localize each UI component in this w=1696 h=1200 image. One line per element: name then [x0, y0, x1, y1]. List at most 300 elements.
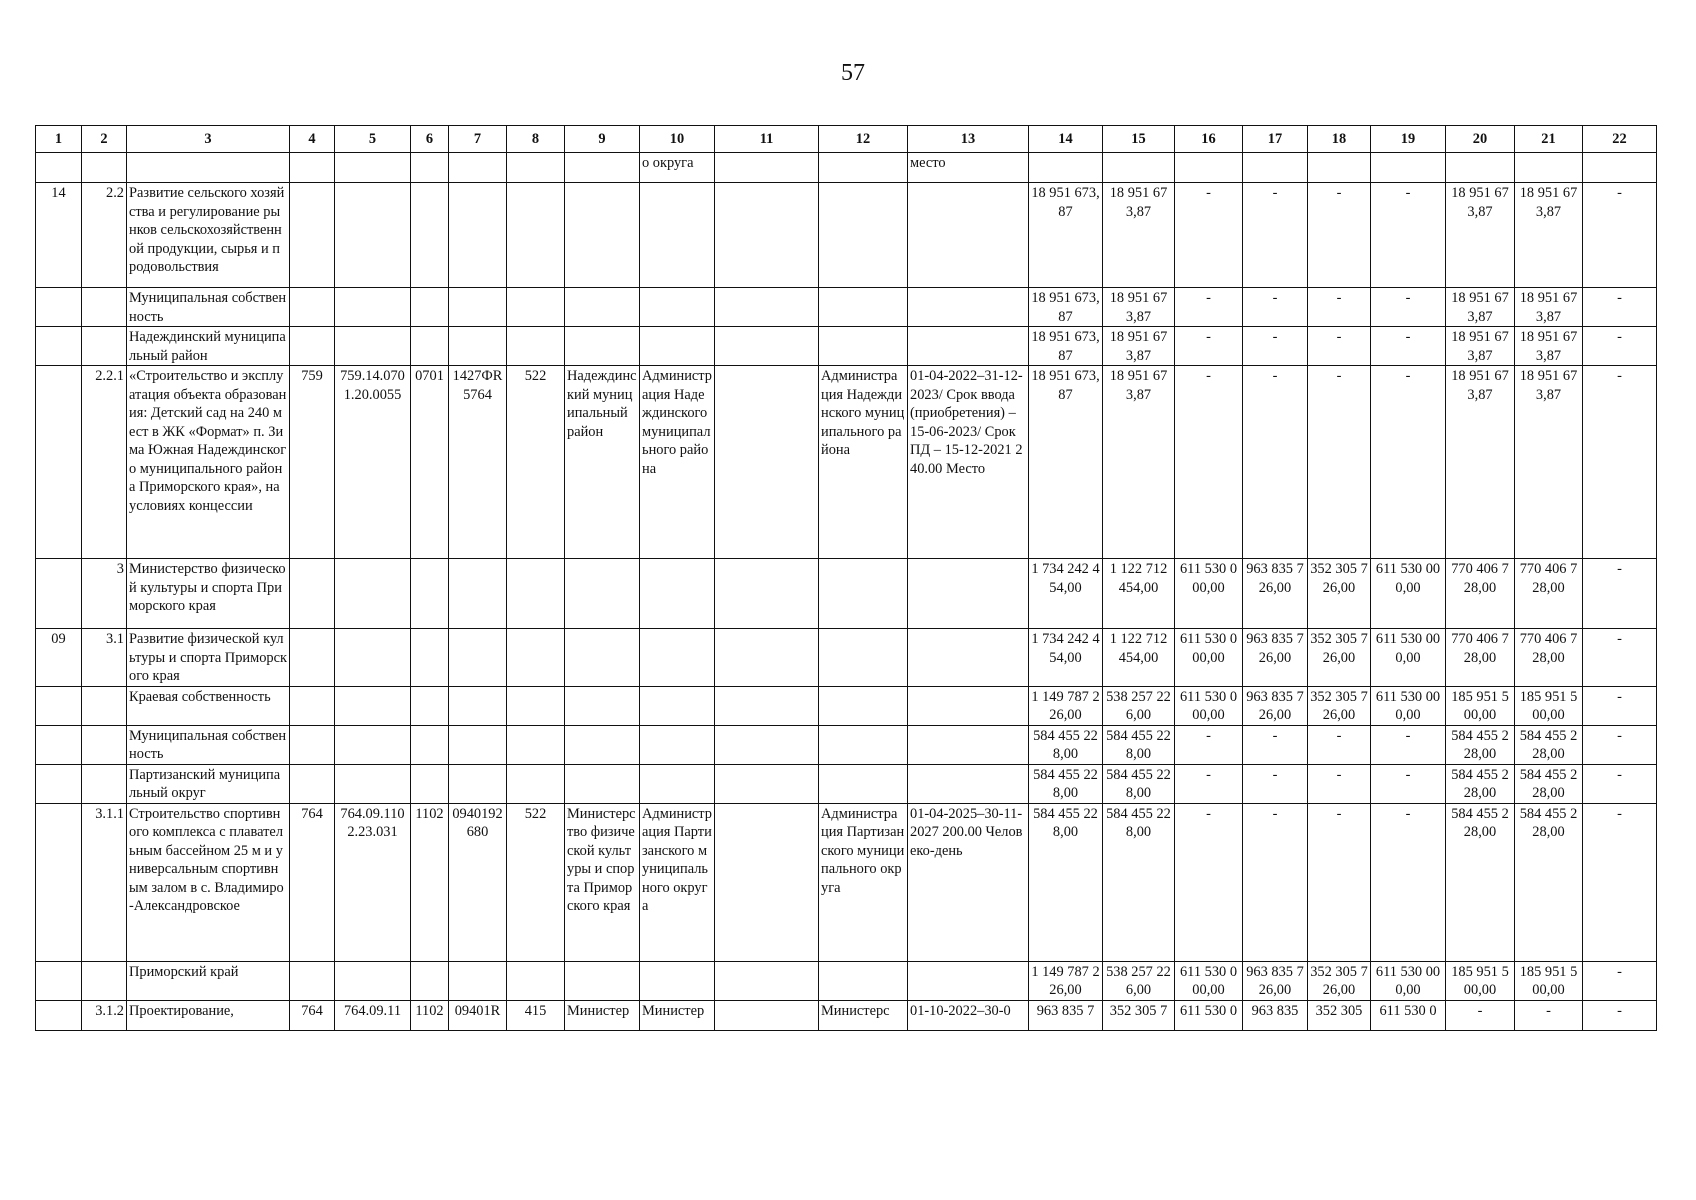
column-header-12: 12 [819, 126, 908, 153]
table-cell-col18: 352 305 726,00 [1308, 629, 1371, 687]
table-cell-col2: 3 [82, 559, 127, 629]
table-cell-col2: 2.2 [82, 183, 127, 288]
table-cell-col1 [36, 559, 82, 629]
column-header-5: 5 [335, 126, 411, 153]
table-cell-col16: - [1175, 327, 1243, 366]
table-cell-col12 [819, 327, 908, 366]
table-cell-col18: - [1308, 366, 1371, 559]
table-cell-col6 [411, 559, 449, 629]
table-cell-col22: - [1583, 366, 1657, 559]
table-cell-col5: 759.14.0701.20.0055 [335, 366, 411, 559]
table-cell-col16: 611 530 000,00 [1175, 559, 1243, 629]
table-cell-col20 [1446, 153, 1515, 183]
table-cell-col14: 584 455 228,00 [1029, 764, 1103, 803]
table-cell-col4: 764 [290, 1000, 335, 1030]
table-cell-col21: 770 406 728,00 [1515, 559, 1583, 629]
table-cell-col10 [640, 725, 715, 764]
column-header-16: 16 [1175, 126, 1243, 153]
table-cell-col1 [36, 288, 82, 327]
table-cell-col10: Администрация Надеждинского муниципального района [640, 366, 715, 559]
table-row [36, 961, 1657, 1000]
table-cell-col2: 3.1.1 [82, 803, 127, 961]
table-cell-col6: 1102 [411, 1000, 449, 1030]
table-cell-col9 [565, 183, 640, 288]
table-cell-col18: - [1308, 183, 1371, 288]
table-cell-col3: «Строительство и эксплуатация объекта образования: Детский сад на 240 мест в ЖК «Формат» п. Зима Южная Надеждинского муниципального района Приморского края», на условиях концессии [127, 366, 290, 559]
table-cell-col5 [335, 629, 411, 687]
table-cell-col10: Министер [640, 1000, 715, 1030]
table-cell-col1 [36, 764, 82, 803]
table-cell-col1 [36, 725, 82, 764]
table-cell-col18: - [1308, 327, 1371, 366]
table-cell-col5 [335, 686, 411, 725]
table-cell-col6 [411, 686, 449, 725]
table-cell-col20: 18 951 673,87 [1446, 183, 1515, 288]
table-cell-col20: 18 951 673,87 [1446, 327, 1515, 366]
table-cell-col17: - [1243, 183, 1308, 288]
table-cell-col5 [335, 764, 411, 803]
table-cell-col21: 185 951 500,00 [1515, 961, 1583, 1000]
table-cell-col9 [565, 629, 640, 687]
table-cell-col5 [335, 153, 411, 183]
table-cell-col19: - [1371, 725, 1446, 764]
table-cell-col5 [335, 725, 411, 764]
table-cell-col3: Партизанский муниципальный округ [127, 764, 290, 803]
table-cell-col9 [565, 764, 640, 803]
table-cell-col20: 770 406 728,00 [1446, 629, 1515, 687]
table-cell-col16: 611 530 0 [1175, 1000, 1243, 1030]
table-cell-col9 [565, 288, 640, 327]
table-cell-col21 [1515, 153, 1583, 183]
table-cell-col11 [715, 629, 819, 687]
table-cell-col16 [1175, 153, 1243, 183]
column-header-17: 17 [1243, 126, 1308, 153]
table-cell-col2 [82, 153, 127, 183]
table-cell-col13 [908, 629, 1029, 687]
table-cell-col3: Надеждинский муниципальный район [127, 327, 290, 366]
table-cell-col3: Муниципальная собственность [127, 288, 290, 327]
table-cell-col6 [411, 725, 449, 764]
table-cell-col15: 18 951 673,87 [1103, 327, 1175, 366]
table-cell-col13 [908, 686, 1029, 725]
table-cell-col1 [36, 366, 82, 559]
table-cell-col8 [507, 629, 565, 687]
table-cell-col18: 352 305 [1308, 1000, 1371, 1030]
table-cell-col6 [411, 629, 449, 687]
table-cell-col4 [290, 153, 335, 183]
column-header-2: 2 [82, 126, 127, 153]
table-cell-col22: - [1583, 725, 1657, 764]
table-cell-col15: 538 257 226,00 [1103, 961, 1175, 1000]
column-header-18: 18 [1308, 126, 1371, 153]
table-cell-col14: 963 835 7 [1029, 1000, 1103, 1030]
table-cell-col12 [819, 183, 908, 288]
column-header-22: 22 [1583, 126, 1657, 153]
table-cell-col18: 352 305 726,00 [1308, 961, 1371, 1000]
table-cell-col21: 584 455 228,00 [1515, 725, 1583, 764]
table-cell-col8 [507, 559, 565, 629]
table-cell-col7 [449, 725, 507, 764]
table-cell-col8 [507, 961, 565, 1000]
table-cell-col4 [290, 961, 335, 1000]
table-cell-col10 [640, 961, 715, 1000]
table-cell-col5 [335, 183, 411, 288]
table-cell-col13 [908, 725, 1029, 764]
table-cell-col20: 18 951 673,87 [1446, 288, 1515, 327]
table-cell-col10 [640, 327, 715, 366]
table-cell-col14: 18 951 673,87 [1029, 183, 1103, 288]
table-cell-col6: 0701 [411, 366, 449, 559]
table-cell-col22: - [1583, 803, 1657, 961]
table-cell-col3: Развитие сельского хозяйства и регулирование рынков сельскохозяйственной продукции, сырья и продовольствия [127, 183, 290, 288]
table-cell-col8: 522 [507, 366, 565, 559]
table-cell-col10 [640, 629, 715, 687]
table-cell-col6 [411, 153, 449, 183]
table-cell-col22: - [1583, 288, 1657, 327]
table-cell-col18: - [1308, 803, 1371, 961]
table-cell-col2 [82, 725, 127, 764]
table-cell-col2 [82, 288, 127, 327]
column-header-6: 6 [411, 126, 449, 153]
column-header-7: 7 [449, 126, 507, 153]
table-cell-col4 [290, 629, 335, 687]
column-header-3: 3 [127, 126, 290, 153]
table-cell-col7: 09401R [449, 1000, 507, 1030]
table-cell-col11 [715, 961, 819, 1000]
table-cell-col9 [565, 725, 640, 764]
table-cell-col4 [290, 327, 335, 366]
table-cell-col2: 3.1 [82, 629, 127, 687]
table-cell-col22 [1583, 153, 1657, 183]
table-cell-col22: - [1583, 961, 1657, 1000]
table-cell-col10 [640, 288, 715, 327]
table-cell-col11 [715, 183, 819, 288]
table-cell-col21: 18 951 673,87 [1515, 183, 1583, 288]
table-cell-col14: 1 149 787 226,00 [1029, 686, 1103, 725]
column-header-1: 1 [36, 126, 82, 153]
table-cell-col22: - [1583, 629, 1657, 687]
table-cell-col22: - [1583, 1000, 1657, 1030]
table-row [36, 366, 1657, 559]
column-header-9: 9 [565, 126, 640, 153]
table-cell-col7: 0940192680 [449, 803, 507, 961]
table-cell-col6 [411, 764, 449, 803]
table-row [36, 327, 1657, 366]
table-cell-col17: - [1243, 725, 1308, 764]
column-header-4: 4 [290, 126, 335, 153]
table-cell-col7 [449, 559, 507, 629]
table-cell-col3: Развитие физической культуры и спорта Приморского края [127, 629, 290, 687]
table-cell-col11 [715, 725, 819, 764]
table-cell-col9 [565, 559, 640, 629]
table-cell-col6: 1102 [411, 803, 449, 961]
table-cell-col4: 764 [290, 803, 335, 961]
table-cell-col16: - [1175, 366, 1243, 559]
table-cell-col13 [908, 559, 1029, 629]
table-cell-col5 [335, 559, 411, 629]
table-cell-col7 [449, 686, 507, 725]
table-cell-col17: - [1243, 803, 1308, 961]
table-cell-col11 [715, 366, 819, 559]
table-row [36, 764, 1657, 803]
table-cell-col12 [819, 153, 908, 183]
table-row [36, 288, 1657, 327]
page-number: 57 [841, 60, 865, 86]
table-cell-col17: 963 835 726,00 [1243, 686, 1308, 725]
table-cell-col8 [507, 183, 565, 288]
table-cell-col1: 09 [36, 629, 82, 687]
table-cell-col7 [449, 764, 507, 803]
table-cell-col15: 18 951 673,87 [1103, 366, 1175, 559]
table-cell-col9: Министерство физической культуры и спорта Приморского края [565, 803, 640, 961]
table-cell-col10: о округа [640, 153, 715, 183]
table-cell-col12 [819, 961, 908, 1000]
column-header-8: 8 [507, 126, 565, 153]
table-cell-col1 [36, 153, 82, 183]
table-row [36, 725, 1657, 764]
table-cell-col15 [1103, 153, 1175, 183]
table-cell-col14: 1 734 242 454,00 [1029, 629, 1103, 687]
table-cell-col13 [908, 327, 1029, 366]
table-row [36, 559, 1657, 629]
table-cell-col11 [715, 153, 819, 183]
table-cell-col20: 584 455 228,00 [1446, 725, 1515, 764]
table-cell-col2: 2.2.1 [82, 366, 127, 559]
table-cell-col14: 18 951 673,87 [1029, 366, 1103, 559]
table-cell-col19: 611 530 000,00 [1371, 686, 1446, 725]
table-cell-col11 [715, 686, 819, 725]
table-cell-col4 [290, 764, 335, 803]
table-cell-col8 [507, 764, 565, 803]
budget-table [35, 125, 1657, 1031]
table-cell-col19: - [1371, 366, 1446, 559]
table-cell-col12 [819, 629, 908, 687]
table-cell-col11 [715, 764, 819, 803]
table-cell-col3: Строительство спортивного комплекса с плавательным бассейном 25 м и универсальным спортивным залом в с. Владимиро-Александровское [127, 803, 290, 961]
table-cell-col15: 584 455 228,00 [1103, 764, 1175, 803]
table-cell-col5: 764.09.1102.23.031 [335, 803, 411, 961]
table-cell-col15: 18 951 673,87 [1103, 183, 1175, 288]
table-cell-col4 [290, 288, 335, 327]
table-cell-col10 [640, 559, 715, 629]
table-cell-col14: 18 951 673,87 [1029, 327, 1103, 366]
column-header-11: 11 [715, 126, 819, 153]
table-cell-col13 [908, 961, 1029, 1000]
table-cell-col2: 3.1.2 [82, 1000, 127, 1030]
table-cell-col13: место [908, 153, 1029, 183]
table-cell-col11 [715, 1000, 819, 1030]
table-cell-col20: - [1446, 1000, 1515, 1030]
column-header-15: 15 [1103, 126, 1175, 153]
table-cell-col9: Надеждинский муниципальный район [565, 366, 640, 559]
table-cell-col14: 1 734 242 454,00 [1029, 559, 1103, 629]
table-cell-col8 [507, 686, 565, 725]
table-cell-col16: 611 530 000,00 [1175, 961, 1243, 1000]
table-cell-col5 [335, 327, 411, 366]
table-cell-col20: 584 455 228,00 [1446, 803, 1515, 961]
table-cell-col6 [411, 961, 449, 1000]
table-cell-col19: 611 530 000,00 [1371, 559, 1446, 629]
table-cell-col17: - [1243, 327, 1308, 366]
table-cell-col1 [36, 327, 82, 366]
table-cell-col14: 584 455 228,00 [1029, 803, 1103, 961]
table-cell-col15: 538 257 226,00 [1103, 686, 1175, 725]
table-cell-col15: 352 305 7 [1103, 1000, 1175, 1030]
table-cell-col1 [36, 686, 82, 725]
table-cell-col15: 584 455 228,00 [1103, 725, 1175, 764]
table-cell-col19: 611 530 0 [1371, 1000, 1446, 1030]
table-cell-col3 [127, 153, 290, 183]
table-cell-col8: 415 [507, 1000, 565, 1030]
table-cell-col10 [640, 686, 715, 725]
table-cell-col13: 01-10-2022–30-0 [908, 1000, 1029, 1030]
table-header-row [36, 126, 1657, 153]
table-cell-col17: 963 835 726,00 [1243, 961, 1308, 1000]
column-header-13: 13 [908, 126, 1029, 153]
column-header-21: 21 [1515, 126, 1583, 153]
column-header-10: 10 [640, 126, 715, 153]
table-cell-col6 [411, 288, 449, 327]
table-cell-col8 [507, 153, 565, 183]
table-cell-col11 [715, 327, 819, 366]
table-cell-col4 [290, 686, 335, 725]
table-cell-col20: 185 951 500,00 [1446, 961, 1515, 1000]
table-cell-col10 [640, 764, 715, 803]
table-row [36, 803, 1657, 961]
table-row [36, 1000, 1657, 1030]
table-cell-col16: - [1175, 764, 1243, 803]
table-cell-col11 [715, 803, 819, 961]
column-header-20: 20 [1446, 126, 1515, 153]
table-cell-col5 [335, 288, 411, 327]
table-cell-col17: 963 835 726,00 [1243, 559, 1308, 629]
table-cell-col2 [82, 327, 127, 366]
table-cell-col12: Администрация Партизанского муниципального округа [819, 803, 908, 961]
table-cell-col16: 611 530 000,00 [1175, 629, 1243, 687]
table-cell-col21: - [1515, 1000, 1583, 1030]
table-cell-col22: - [1583, 183, 1657, 288]
table-row [36, 686, 1657, 725]
column-header-14: 14 [1029, 126, 1103, 153]
table-cell-col17: 963 835 [1243, 1000, 1308, 1030]
table-cell-col12 [819, 764, 908, 803]
table-cell-col16: - [1175, 183, 1243, 288]
table-cell-col10: Администрация Партизанского муниципального округа [640, 803, 715, 961]
table-cell-col19: - [1371, 764, 1446, 803]
table-cell-col14: 584 455 228,00 [1029, 725, 1103, 764]
table-cell-col17: - [1243, 764, 1308, 803]
table-cell-col19: - [1371, 803, 1446, 961]
table-cell-col16: - [1175, 288, 1243, 327]
table-cell-col4: 759 [290, 366, 335, 559]
table-cell-col2 [82, 961, 127, 1000]
table-cell-col8 [507, 288, 565, 327]
table-cell-col21: 18 951 673,87 [1515, 327, 1583, 366]
table-cell-col7: 1427ФR5764 [449, 366, 507, 559]
table-cell-col21: 185 951 500,00 [1515, 686, 1583, 725]
table-cell-col5: 764.09.11 [335, 1000, 411, 1030]
table-cell-col3: Приморский край [127, 961, 290, 1000]
table-cell-col4 [290, 559, 335, 629]
table-cell-col3: Муниципальная собственность [127, 725, 290, 764]
table-cell-col7 [449, 183, 507, 288]
table-cell-col15: 1 122 712 454,00 [1103, 629, 1175, 687]
table-cell-col15: 1 122 712 454,00 [1103, 559, 1175, 629]
table-cell-col22: - [1583, 559, 1657, 629]
table-cell-col19: 611 530 000,00 [1371, 629, 1446, 687]
table-cell-col16: 611 530 000,00 [1175, 686, 1243, 725]
table-cell-col9 [565, 961, 640, 1000]
table-cell-col21: 770 406 728,00 [1515, 629, 1583, 687]
table-cell-col13 [908, 183, 1029, 288]
table-cell-col2 [82, 686, 127, 725]
table-cell-col12: Министерс [819, 1000, 908, 1030]
table-cell-col4 [290, 725, 335, 764]
table-cell-col14 [1029, 153, 1103, 183]
table-cell-col17: 963 835 726,00 [1243, 629, 1308, 687]
table-cell-col9 [565, 153, 640, 183]
table-cell-col21: 18 951 673,87 [1515, 366, 1583, 559]
table-cell-col11 [715, 559, 819, 629]
table-cell-col22: - [1583, 764, 1657, 803]
table-cell-col18: 352 305 726,00 [1308, 559, 1371, 629]
table-cell-col9: Министер [565, 1000, 640, 1030]
table-cell-col17: - [1243, 288, 1308, 327]
table-cell-col1: 14 [36, 183, 82, 288]
table-cell-col3: Проектирование, [127, 1000, 290, 1030]
table-cell-col21: 584 455 228,00 [1515, 764, 1583, 803]
table-cell-col8 [507, 725, 565, 764]
table-cell-col5 [335, 961, 411, 1000]
table-cell-col20: 770 406 728,00 [1446, 559, 1515, 629]
table-cell-col20: 18 951 673,87 [1446, 366, 1515, 559]
table-cell-col8: 522 [507, 803, 565, 961]
table-cell-col4 [290, 183, 335, 288]
table-cell-col6 [411, 327, 449, 366]
table-cell-col7 [449, 629, 507, 687]
table-cell-col19: - [1371, 327, 1446, 366]
table-cell-col19 [1371, 153, 1446, 183]
table-cell-col18 [1308, 153, 1371, 183]
table-cell-col13 [908, 764, 1029, 803]
table-cell-col18: - [1308, 725, 1371, 764]
table-cell-col12 [819, 725, 908, 764]
table-cell-col13: 01-04-2022–31-12-2023/ Срок ввода (приобретения) – 15-06-2023/ Срок ПД – 15-12-2021 240.00 Место [908, 366, 1029, 559]
column-header-19: 19 [1371, 126, 1446, 153]
table-cell-col19: - [1371, 183, 1446, 288]
table-cell-col9 [565, 686, 640, 725]
table-row [36, 629, 1657, 687]
table-cell-col19: 611 530 000,00 [1371, 961, 1446, 1000]
table-cell-col17 [1243, 153, 1308, 183]
table-cell-col6 [411, 183, 449, 288]
table-row [36, 153, 1657, 183]
table-cell-col1 [36, 961, 82, 1000]
table-cell-col13 [908, 288, 1029, 327]
table-cell-col18: - [1308, 288, 1371, 327]
table-cell-col9 [565, 327, 640, 366]
table-cell-col18: 352 305 726,00 [1308, 686, 1371, 725]
table-cell-col16: - [1175, 803, 1243, 961]
table-cell-col15: 584 455 228,00 [1103, 803, 1175, 961]
table-cell-col3: Краевая собственность [127, 686, 290, 725]
table-cell-col7 [449, 153, 507, 183]
table-cell-col12 [819, 288, 908, 327]
table-cell-col22: - [1583, 686, 1657, 725]
table-cell-col16: - [1175, 725, 1243, 764]
table-cell-col10 [640, 183, 715, 288]
table-cell-col13: 01-04-2025–30-11-2027 200.00 Человеко-день [908, 803, 1029, 961]
